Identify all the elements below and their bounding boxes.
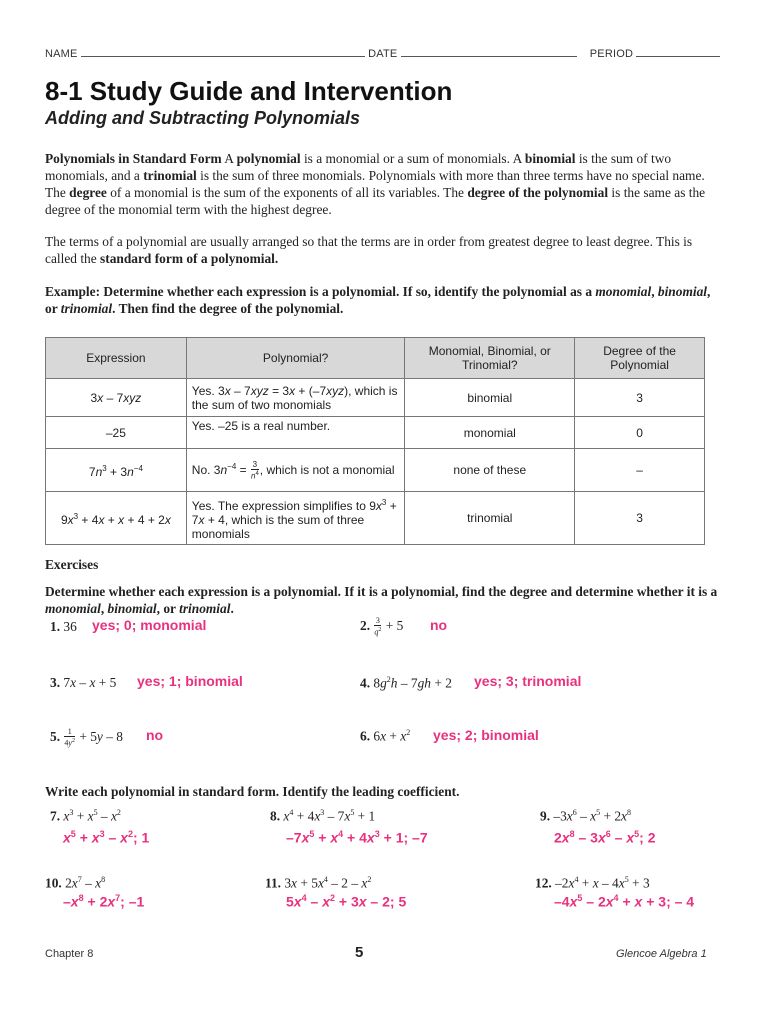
- table-row: [46, 379, 705, 417]
- date-blank[interactable]: [401, 47, 577, 57]
- cell-expression: 3x – 7xyz: [46, 379, 187, 417]
- text: is the sum of three monomials. Polynomials with more than three terms have no special name. The: [45, 168, 705, 200]
- cell-degree: 3: [575, 379, 705, 417]
- answer-9: $2x^8 - 3x^6 - x^5$; 2: [554, 829, 656, 846]
- exercise-8: 8. $x^4 + 4x^3 - 7x^5 + 1$: [270, 808, 376, 824]
- text: is the same as the degree of the monomial term with the highest degree.: [45, 185, 706, 217]
- cell-type: none of these: [405, 449, 575, 492]
- cell-polynomial: No. $3n^{-4}$ = $\frac{3}{n^4}$ , which is not a monomial: [186, 449, 405, 492]
- cell-type: monomial: [405, 417, 575, 449]
- exercise-7: 7. $x^3 + x^5 - x^2$: [50, 808, 121, 824]
- text: of a monomial is the sum of the exponents of all its variables. The: [106, 185, 468, 200]
- term-trinomial: trinomial: [60, 301, 113, 316]
- text: . Then find the degree of the polynomial.: [112, 301, 344, 316]
- term-trinomial: trinomial: [179, 601, 231, 616]
- period-blank[interactable]: [636, 47, 720, 57]
- example-instruction: [45, 283, 725, 317]
- footer-book: Glencoe Algebra 1: [616, 948, 707, 960]
- text: A: [221, 151, 237, 166]
- text: The terms of a polynomial are usually arranged so that the terms are in order from greatest degree to least degree. This is called the: [45, 234, 693, 266]
- exercise-9: 9. $-3x^6 - x^5 + 2x^8$: [540, 808, 631, 824]
- exercise-1: 1. 36: [50, 619, 77, 634]
- period-label: PERIOD: [589, 48, 634, 60]
- text: ,: [100, 601, 108, 616]
- cell-degree: 3: [575, 492, 705, 545]
- standard-form-paragraph: [45, 233, 725, 267]
- term-polynomial: polynomial: [236, 151, 301, 166]
- table-header-row: [46, 338, 705, 379]
- cell-type: trinomial: [405, 492, 575, 545]
- text: is the sum of two monomials, and a: [45, 151, 672, 183]
- cell-expression: $7n^3 + 3n^{-4}$: [46, 449, 187, 492]
- answer-11: $5x^4 - x^2 + 3x - 2$; 5: [286, 893, 407, 910]
- exercise-10: 10. $2x^7 - x^8$: [45, 875, 106, 891]
- page-title: 8-1 Study Guide and Intervention: [45, 76, 453, 106]
- cell-degree: –: [575, 449, 705, 492]
- term-binomial: binomial: [524, 151, 576, 166]
- answer-7: $x^5 + x^3 - x^2$; 1: [63, 829, 150, 846]
- cell-polynomial: Yes. The expression simplifies to $9x^3 + 7x + 4$, which is the sum of three monomials: [186, 492, 405, 545]
- table-row: [46, 449, 705, 492]
- page-number: 5: [355, 944, 364, 961]
- header-type: [405, 338, 575, 379]
- footer-chapter: Chapter 8: [45, 948, 94, 960]
- term-degree-polynomial: degree of the polynomial: [467, 185, 609, 200]
- exercises-instruction-1: [45, 583, 725, 617]
- header-degree-text: Degree of the Polynomial: [603, 344, 676, 372]
- text: , or: [156, 601, 180, 616]
- exercises-heading: Exercises: [45, 557, 99, 572]
- cell-polynomial: Yes. 3x – 7xyz = 3x + (–7xyz), which is the sum of two monomials: [186, 379, 405, 417]
- answer-4: yes; 3; trinomial: [474, 673, 582, 689]
- term-binomial: binomial: [107, 601, 157, 616]
- answer-12: $-4x^5 - 2x^4 + x + 3$; – 4: [554, 893, 695, 910]
- term-monomial: monomial: [595, 284, 652, 299]
- date-label: DATE: [368, 48, 398, 60]
- term-degree: degree: [69, 185, 107, 200]
- exercises-instruction-2: Write each polynomial in standard form. Identify the leading coefficient.: [45, 784, 460, 799]
- text: Determine whether each expression is a polynomial. If it is a polynomial, find the degree and determine whether it is a: [45, 584, 718, 599]
- text: is a monomial or a sum of monomials. A: [300, 151, 525, 166]
- term-trinomial: trinomial: [143, 168, 197, 183]
- answer-1: yes; 0; monomial: [92, 617, 207, 633]
- text: Example: Determine whether each expression is a polynomial. If so, identify the polynomial as a: [45, 284, 596, 299]
- answer-10: $-x^8 + 2x^7$; –1: [63, 893, 145, 910]
- student-info-line: [45, 47, 725, 60]
- intro-paragraph: [45, 150, 725, 218]
- term-standard-form: standard form of a polynomial.: [100, 251, 279, 266]
- table-row: [46, 417, 705, 449]
- exercise-6: 6. $6x + x^2$: [360, 728, 411, 744]
- text: .: [230, 601, 234, 616]
- example-table: [45, 337, 705, 545]
- section-lead: Polynomials in Standard Form: [45, 151, 222, 166]
- exercise-5: 5. $\frac{1}{4y^2}$ + 5y – 8: [50, 727, 123, 748]
- term-binomial: binomial: [657, 284, 708, 299]
- table-row: [46, 492, 705, 545]
- answer-6: yes; 2; binomial: [433, 727, 539, 743]
- exercise-11: 11. $3x + 5x^4 - 2 - x^2$: [265, 875, 372, 891]
- name-blank[interactable]: [81, 47, 365, 57]
- cell-expression: $9x^3 + 4x + x + 4 + 2x$: [46, 492, 187, 545]
- text: ,: [651, 284, 658, 299]
- exercise-2: 2. $\frac{3}{q^2}$ + 5: [360, 616, 404, 637]
- answer-2: no: [430, 617, 448, 633]
- answer-8: $-7x^5 + x^4 + 4x^3 + 1$; –7: [286, 829, 428, 846]
- header-type-text: Monomial, Binomial, or Trinomial?: [428, 344, 551, 372]
- cell-degree: 0: [575, 417, 705, 449]
- header-polynomial: Polynomial?: [186, 338, 405, 379]
- answer-3: yes; 1; binomial: [137, 673, 243, 689]
- cell-type: binomial: [405, 379, 575, 417]
- text: , or: [45, 284, 711, 316]
- exercise-4: 4. $8g^2h - 7gh + 2$: [360, 675, 452, 691]
- term-monomial: monomial: [45, 601, 101, 616]
- header-degree: [575, 338, 705, 379]
- exercise-3: 3. 7x – x + 5: [50, 675, 117, 690]
- name-label: NAME: [45, 48, 78, 60]
- cell-polynomial: Yes. –25 is a real number.: [186, 417, 405, 449]
- cell-expression: –25: [46, 417, 187, 449]
- answer-5: no: [146, 727, 164, 743]
- page-subtitle: Adding and Subtracting Polynomials: [45, 108, 361, 128]
- exercise-12: 12. $-2x^4 + x - 4x^5 + 3$: [535, 875, 650, 891]
- header-expression: Expression: [46, 338, 187, 379]
